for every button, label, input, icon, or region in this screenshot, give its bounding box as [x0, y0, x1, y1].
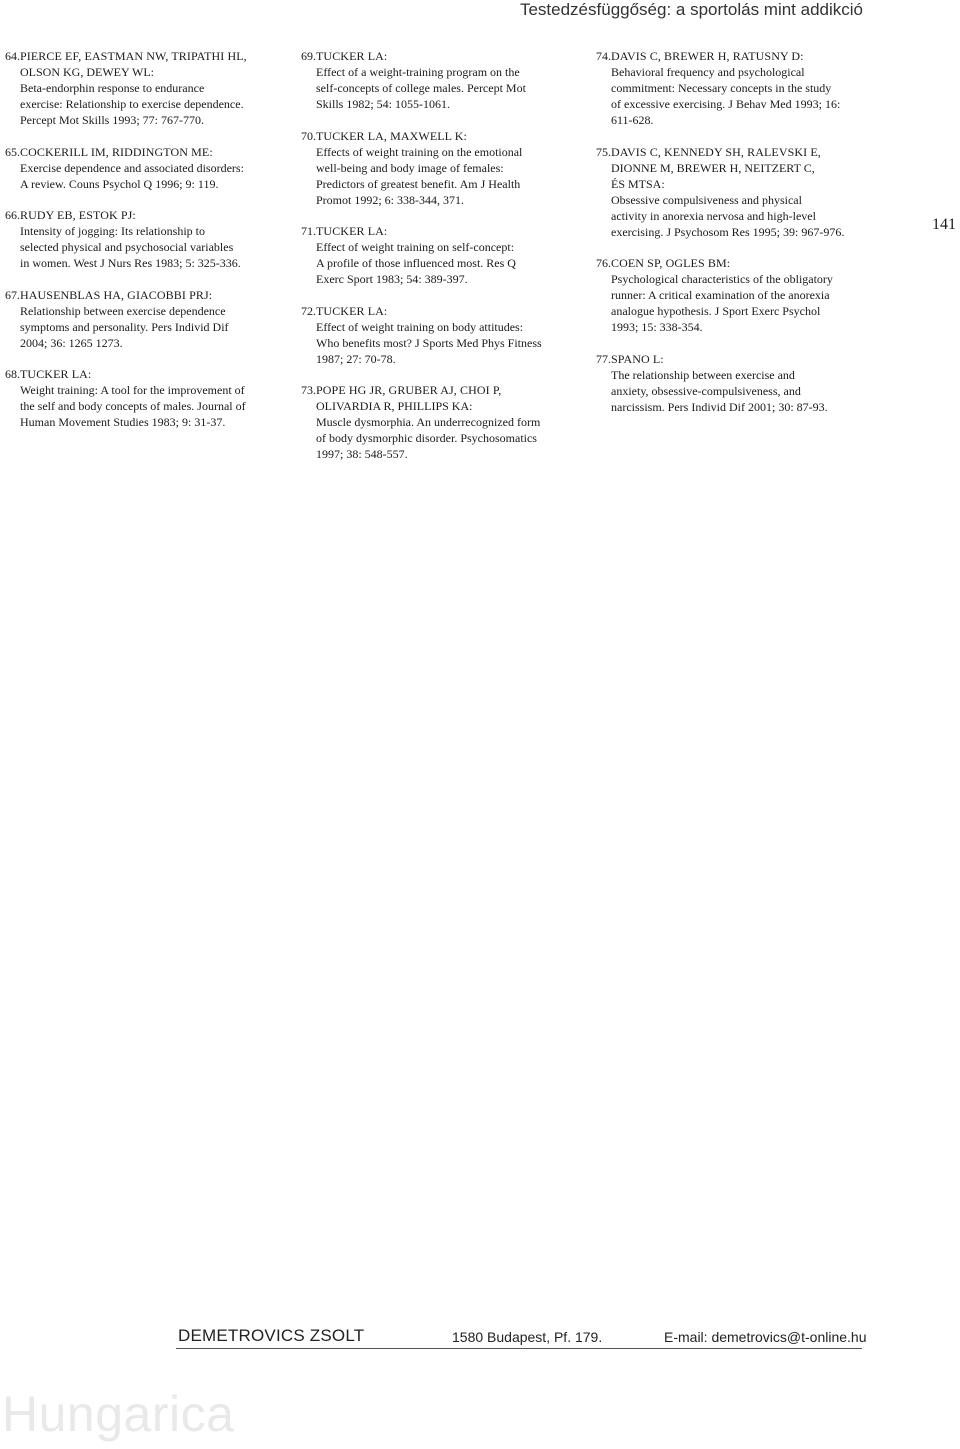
reference-text-line: ÉS MTSA: [611, 176, 665, 191]
reference-entry [596, 351, 876, 415]
reference-column-1 [5, 48, 285, 446]
reference-entry [5, 366, 285, 430]
reference-text-line: 2004; 36: 1265 1273. [20, 335, 123, 350]
reference-entry [301, 223, 581, 287]
reference-text-line: Exercise dependence and associated disorders: [20, 160, 244, 175]
reference-text-line: commitment: Necessary concepts in the study [611, 81, 832, 95]
reference-number: 65. [5, 144, 20, 159]
reference-entry [5, 287, 285, 351]
reference-text-line: Obsessive compulsiveness and physical [611, 192, 802, 207]
reference-text-line: selected physical and psychosocial variables [20, 240, 234, 254]
reference-entry [301, 382, 581, 462]
reference-number: 77. [596, 351, 611, 366]
reference-text-line: Intensity of jogging: Its relationship to [20, 224, 205, 238]
reference-text-line: Effect of weight training on self-concept: [316, 240, 515, 254]
reference-text-line: 1993; 15: 338-354. [611, 320, 703, 334]
reference-text-line: Weight training: A tool for the improvement of [20, 383, 245, 397]
reference-authors: TUCKER LA: [316, 303, 388, 318]
reference-text-line: Exerc Sport 1983; 54: 389-397. [316, 272, 468, 286]
reference-text-line: OLSON KG, DEWEY WL: [20, 65, 154, 79]
reference-text-line: Relationship between exercise dependence [20, 303, 226, 318]
reference-text-line: OLIVARDIA R, PHILLIPS KA: [316, 399, 473, 413]
reference-number: 74. [596, 49, 611, 63]
reference-text-line: runner: A critical examination of the anorexia [611, 288, 830, 302]
reference-text-line: self-concepts of college males. Percept Mot [316, 81, 526, 95]
reference-text-line: Skills 1982; 54: 1055-1061. [316, 97, 451, 111]
reference-text-line: Human Movement Studies 1983; 9: 31-37. [20, 415, 226, 429]
reference-number: 70. [301, 128, 316, 143]
reference-text-line: Effects of weight training on the emotional [316, 144, 523, 159]
reference-number: 76. [596, 256, 611, 270]
watermark: Hungarica [2, 1386, 235, 1442]
reference-entry [596, 48, 876, 128]
reference-entry [5, 144, 285, 192]
reference-number: 67. [5, 287, 20, 302]
reference-authors: POPE HG JR, GRUBER AJ, CHOI P, [316, 383, 502, 397]
reference-text-line: 1987; 27: 70-78. [316, 351, 396, 366]
reference-number: 72. [301, 303, 316, 318]
reference-column-2 [301, 48, 581, 478]
reference-text-line: The relationship between exercise and [611, 367, 795, 382]
footer-author-name: DEMETROVICS ZSOLT [178, 1326, 365, 1345]
reference-text-line: Who benefits most? J Sports Med Phys Fitness [316, 335, 542, 350]
reference-text-line: 611-628. [611, 113, 654, 127]
reference-text-line: well-being and body image of females: [316, 160, 504, 175]
reference-text-line: of body dysmorphic disorder. Psychosomatics [316, 431, 537, 445]
footer-address: 1580 Budapest, Pf. 179. [452, 1329, 603, 1345]
reference-text-line: of excessive exercising. J Behav Med 1993; 16: [611, 97, 841, 111]
reference-authors: DAVIS C, KENNEDY SH, RALEVSKI E, [611, 144, 821, 159]
reference-authors: COCKERILL IM, RIDDINGTON ME: [20, 144, 213, 159]
reference-number: 66. [5, 208, 20, 222]
reference-authors: COEN SP, OGLES BM: [611, 256, 731, 270]
reference-entry [596, 255, 876, 335]
reference-authors: TUCKER LA: [316, 49, 388, 63]
reference-entry [596, 144, 876, 240]
reference-text-line: Psychological characteristics of the obligatory [611, 272, 833, 286]
reference-text-line: narcissism. Pers Individ Dif 2001; 30: 87-93. [611, 399, 828, 414]
reference-entry [301, 128, 581, 208]
reference-entry [5, 207, 285, 271]
reference-authors: HAUSENBLAS HA, GIACOBBI PRJ: [20, 287, 213, 302]
footer-email: E-mail: demetrovics@t-online.hu [664, 1329, 867, 1345]
reference-text-line: in women. West J Nurs Res 1983; 5: 325-336. [20, 256, 241, 270]
reference-number: 73. [301, 383, 316, 397]
reference-text-line: Effect of a weight-training program on the [316, 65, 520, 79]
reference-text-line: A review. Couns Psychol Q 1996; 9: 119. [20, 176, 219, 191]
reference-authors: SPANO L: [611, 351, 664, 366]
reference-number: 71. [301, 224, 316, 238]
reference-authors: DAVIS C, BREWER H, RATUSNY D: [611, 49, 804, 63]
reference-text-line: Percept Mot Skills 1993; 77: 767-770. [20, 113, 204, 127]
reference-text-line: symptoms and personality. Pers Individ Dif [20, 319, 229, 334]
reference-text-line: anxiety, obsessive-compulsiveness, and [611, 383, 801, 398]
reference-number: 64. [5, 49, 20, 63]
reference-text-line: the self and body concepts of males. Journal of [20, 399, 246, 413]
reference-authors: RUDY EB, ESTOK PJ: [20, 208, 136, 222]
reference-text-line: activity in anorexia nervosa and high-level [611, 208, 816, 223]
reference-text-line: Effect of weight training on body attitudes: [316, 319, 524, 334]
reference-column-3 [596, 48, 876, 430]
reference-text-line: exercise: Relationship to exercise dependence. [20, 97, 244, 111]
reference-text-line: exercising. J Psychosom Res 1995; 39: 967-976. [611, 224, 845, 239]
reference-number: 69. [301, 49, 316, 63]
reference-authors: PIERCE EF, EASTMAN NW, TRIPATHI HL, [20, 49, 247, 63]
reference-text-line: DIONNE M, BREWER H, NEITZERT C, [611, 160, 815, 175]
reference-text-line: Muscle dysmorphia. An underrecognized form [316, 415, 541, 429]
reference-text-line: analogue hypothesis. J Sport Exerc Psychol [611, 304, 821, 318]
reference-entry [5, 48, 285, 128]
reference-authors: TUCKER LA: [316, 224, 388, 238]
page-number: 141 [932, 216, 956, 233]
reference-text-line: 1997; 38: 548-557. [316, 447, 408, 461]
reference-number: 75. [596, 144, 611, 159]
reference-entry [301, 303, 581, 367]
reference-text-line: Predictors of greatest benefit. Am J Health [316, 176, 521, 191]
reference-text-line: A profile of those influenced most. Res Q [316, 256, 516, 270]
reference-text-line: Behavioral frequency and psychological [611, 65, 805, 79]
reference-authors: TUCKER LA, MAXWELL K: [316, 128, 467, 143]
reference-authors: TUCKER LA: [20, 367, 92, 381]
footer-divider [176, 1348, 862, 1349]
reference-entry [301, 48, 581, 112]
reference-text-line: Beta-endorphin response to endurance [20, 81, 205, 95]
reference-number: 68. [5, 367, 20, 381]
running-header: Testedzésfüggőség: a sportolás mint addikció [519, 0, 863, 19]
reference-text-line: Promot 1992; 6: 338-344, 371. [316, 192, 465, 207]
